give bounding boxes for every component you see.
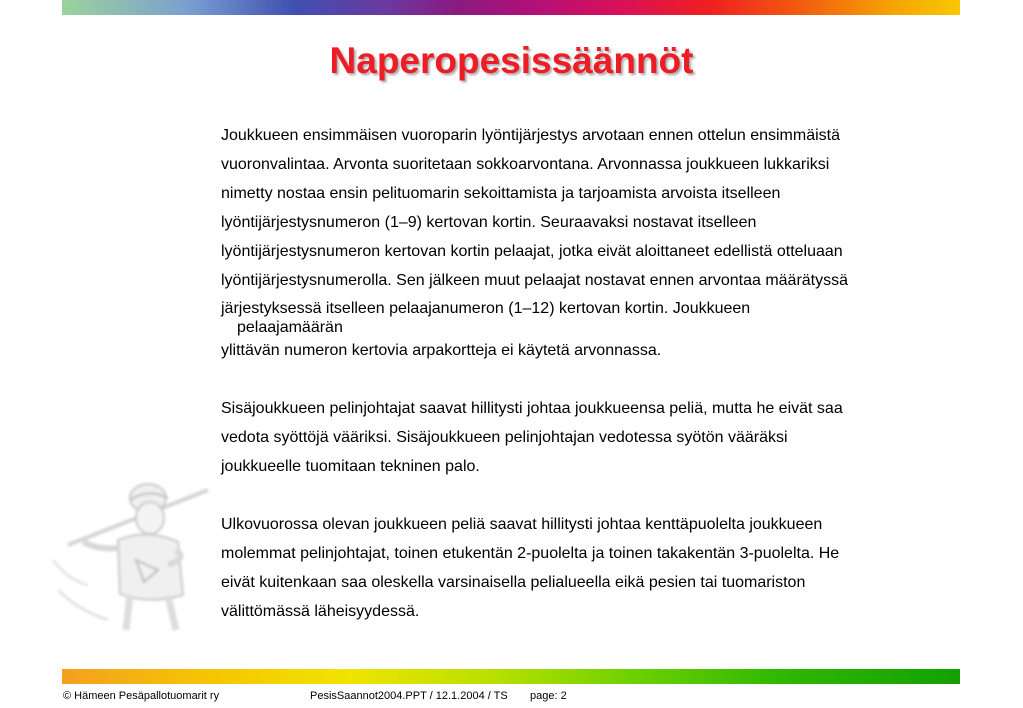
text-line: vuoronvalintaa. Arvonta suoritetaan sokkoarvontana. Arvonnassa joukkueen lukkariksi xyxy=(221,156,830,173)
footer-file-info: PesisSaannot2004.PPT / 12.1.2004 / TS xyxy=(310,690,508,702)
bottom-gradient-bar xyxy=(62,669,960,684)
footer-page-number: page: 2 xyxy=(530,690,567,702)
text-line: lyöntijärjestysnumeron kertovan kortin pelaajat, jotka eivät aloittaneet edellistä otteluaan xyxy=(221,243,843,260)
top-gradient-bar xyxy=(62,0,960,15)
text-line: lyöntijärjestysnumeron (1–9) kertovan kortin. Seuraavaksi nostavat itselleen xyxy=(221,214,757,231)
text-line: Joukkueen ensimmäisen vuoroparin lyöntijärjestys arvotaan ennen ottelun ensimmäistä xyxy=(221,127,840,144)
paragraph-gap xyxy=(221,481,971,510)
paragraph-gap xyxy=(221,365,971,394)
text-line: välittömässä läheisyydessä. xyxy=(221,603,420,620)
batter-illustration xyxy=(48,470,218,635)
text-line: vedota syöttöjä vääriksi. Sisäjoukkueen pelinjohtajan vedotessa syötön vääräksi xyxy=(221,429,788,446)
text-line: järjestyksessä itselleen pelaajanumeron (1–12) kertovan kortin. Joukkueen xyxy=(221,300,751,317)
text-line: ylittävän numeron kertovia arpakortteja ei käytetä arvonnassa. xyxy=(221,342,662,359)
slide-title: Naperopesissäännöt xyxy=(329,40,694,81)
text-line: molemmat pelinjohtajat, toinen etukentän 2-puolelta ja toinen takakentän 3-puolelta. He xyxy=(221,545,840,562)
footer-copyright: © Hämeen Pesäpallotuomarit ry xyxy=(63,690,220,702)
slide-content xyxy=(221,121,971,626)
text-line: Sisäjoukkueen pelinjohtajat saavat hillitysti johtaa joukkueensa peliä, mutta he eivät saa xyxy=(221,400,843,417)
text-line: lyöntijärjestysnumerolla. Sen jälkeen muut pelaajat nostavat ennen arvontaa määrätyssä xyxy=(221,272,849,289)
text-line: eivät kuitenkaan saa oleskella varsinaisella pelialueella eikä pesien tai tuomariston xyxy=(221,574,806,591)
text-line-wrapped: pelaajamäärän xyxy=(237,319,343,336)
text-line: nimetty nostaa ensin pelituomarin sekoittamista ja tarjoamista arvoista itselleen xyxy=(221,185,781,202)
text-line: joukkueelle tuomitaan tekninen palo. xyxy=(221,458,480,475)
text-line: Ulkovuorossa olevan joukkueen peliä saavat hillitysti johtaa kenttäpuolelta joukkueen xyxy=(221,516,823,533)
paragraph-3 xyxy=(221,510,971,626)
paragraph-1 xyxy=(221,121,971,365)
paragraph-2 xyxy=(221,394,971,481)
embossed-batter-icon xyxy=(48,470,218,635)
